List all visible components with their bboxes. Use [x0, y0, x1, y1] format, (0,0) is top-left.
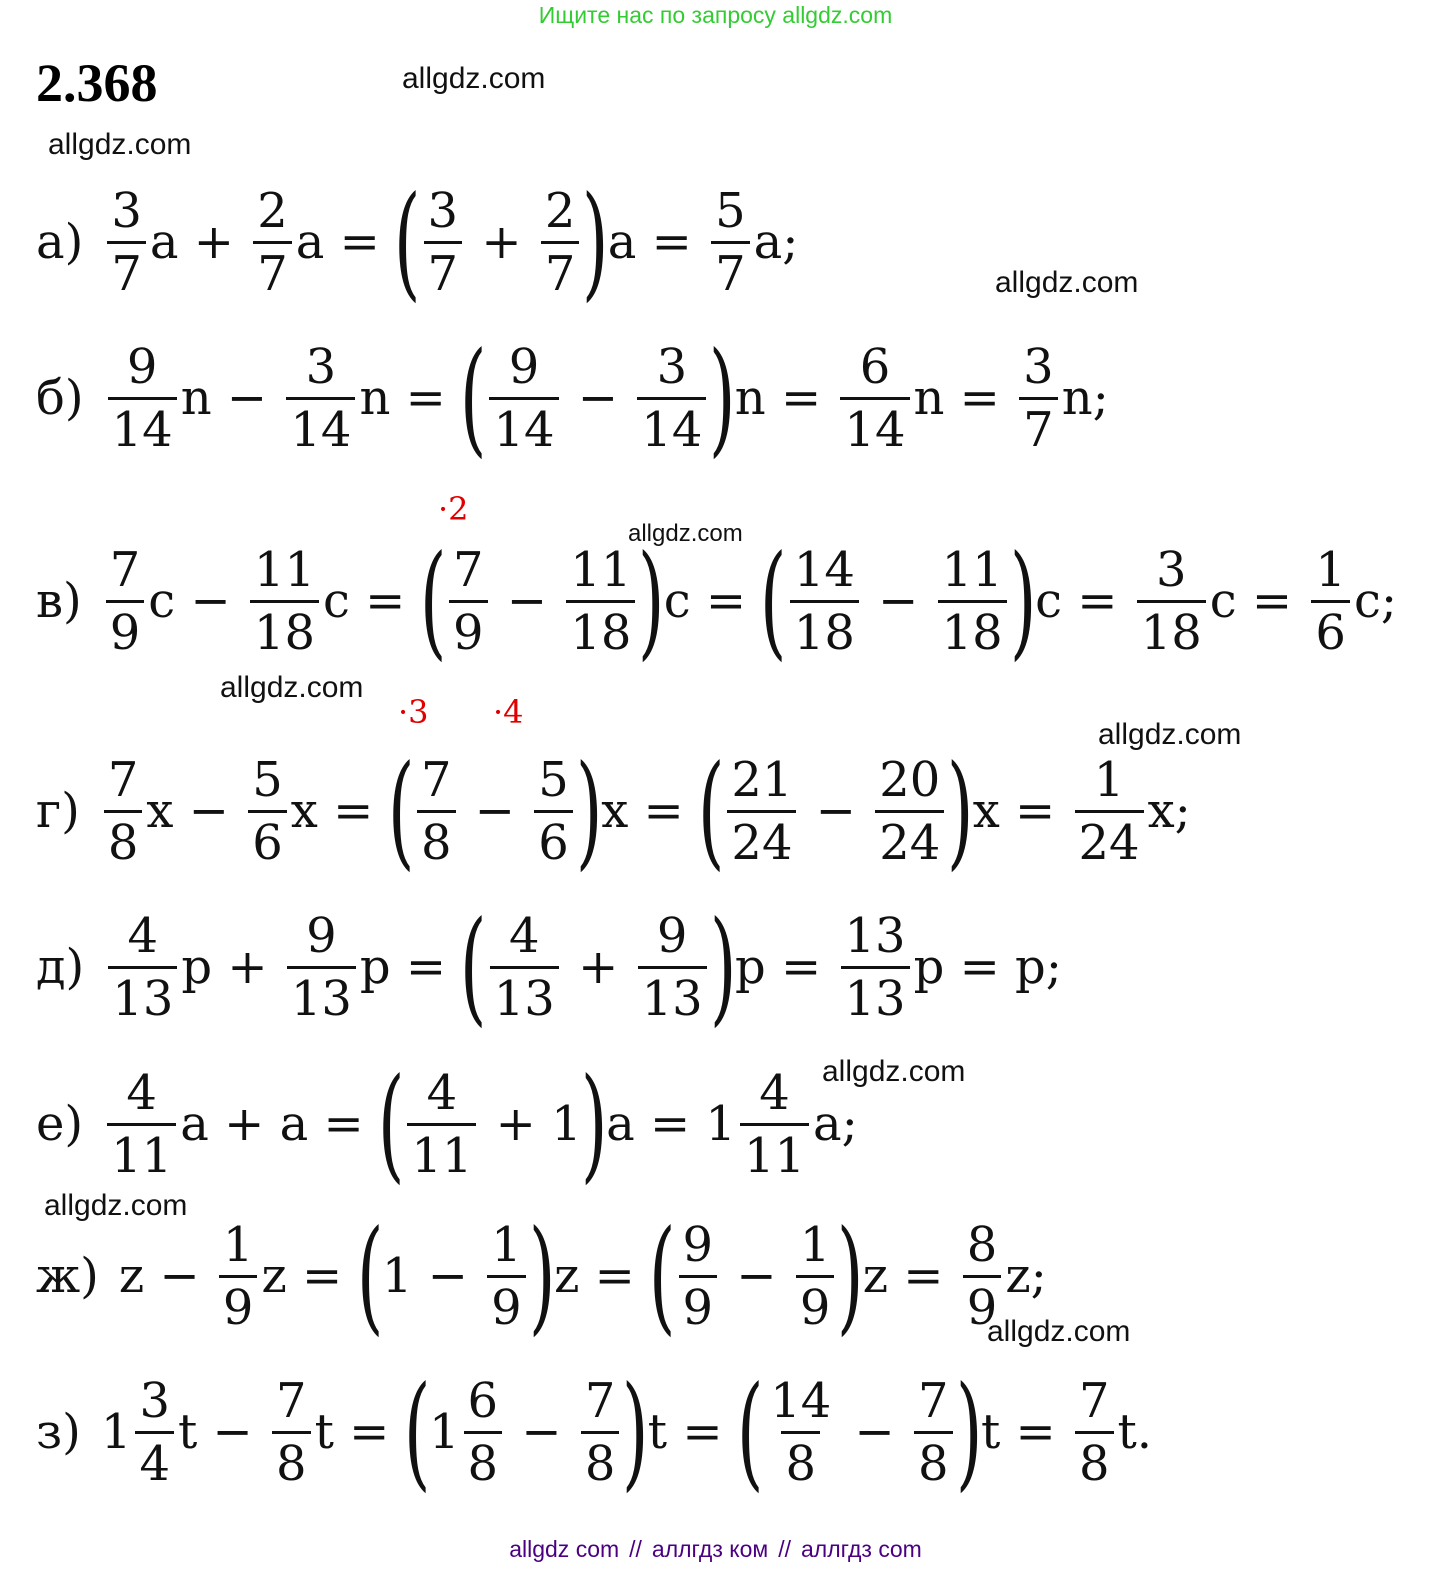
- multiplier-note: ·4: [493, 693, 524, 731]
- fraction: $\frac{7}{8}$: [1075, 1377, 1114, 1488]
- fraction: $\frac{20}{24}$: [875, 756, 944, 867]
- equation-row-b: б) $\frac{9}{14}$ n − $\frac{3}{14}$ n = ( $\frac{9}{14}$ − $\frac{3}{14}$ ) n = $\frac{6}{14}$ n = $\frac{3}{7}$ n;: [36, 326, 1109, 470]
- equation-row-d: д) $\frac{4}{13}$ p + $\frac{9}{13}$ p = ( $\frac{4}{13}$ + $\frac{9}{13}$ ) p = $\frac{13}{13}$ p = p;: [36, 895, 1062, 1039]
- problem-number: 2.368: [36, 53, 158, 113]
- fraction: $\frac{7}{9}$: [449, 546, 488, 657]
- footer-separator: //: [778, 1536, 791, 1562]
- watermark: allgdz.com: [628, 520, 743, 547]
- watermark: allgdz.com: [44, 1189, 188, 1222]
- fraction: $\frac{1}{24}$: [1075, 756, 1144, 867]
- fraction: $\frac{7}{9}$: [106, 546, 145, 657]
- row-label: г): [36, 783, 80, 839]
- fraction: $\frac{11}{18}$: [250, 546, 319, 657]
- row-label: д): [36, 939, 85, 995]
- multiplier-note: ·3: [398, 693, 429, 731]
- footer-separator: //: [629, 1536, 642, 1562]
- fraction: $\frac{5}{6}$: [534, 756, 573, 867]
- watermark: allgdz.com: [822, 1055, 966, 1088]
- top-banner: Ищите нас по запросу allgdz.com: [538, 2, 893, 28]
- fraction: $\frac{3}{7}$: [107, 187, 146, 298]
- fraction: $\frac{4}{13}$: [490, 912, 559, 1023]
- fraction: $\frac{4}{11}$: [407, 1069, 476, 1180]
- fraction: $\frac{3}{18}$: [1137, 546, 1206, 657]
- fraction: $\frac{11}{18}$: [938, 546, 1007, 657]
- fraction: $\frac{13}{13}$: [841, 912, 910, 1023]
- fraction: $\frac{9}{9}$: [679, 1221, 718, 1332]
- fraction: $\frac{1}{9}$: [487, 1221, 526, 1332]
- equation-row-zh: ж) z − $\frac{1}{9}$ z = ( 1 − $\frac{1}{9}$ ) z = ( $\frac{9}{9}$ − $\frac{1}{9}$ ) z = $\frac{8}{9}$ z;: [36, 1204, 1047, 1348]
- footer-link[interactable]: аллгдз ком: [651, 1536, 769, 1562]
- row-label: в): [36, 573, 82, 629]
- fraction: $\frac{7}{8}$: [104, 756, 143, 867]
- fraction: $\frac{6}{14}$: [840, 343, 909, 454]
- watermark: allgdz.com: [995, 266, 1139, 299]
- fraction: $\frac{1}{6}$: [1311, 546, 1350, 657]
- fraction: $\frac{3}{7}$: [1019, 343, 1058, 454]
- fraction: $\frac{14}{8}$: [770, 1372, 832, 1492]
- fraction: $\frac{3}{7}$: [424, 187, 463, 298]
- equation-row-e: е) $\frac{4}{11}$ a + a = ( $\frac{4}{11}$ + 1 ) a = 1 $\frac{4}{11}$ a;: [36, 1052, 858, 1196]
- row-label: ж): [36, 1248, 99, 1304]
- equation-row-z: з) 1 $\frac{3}{4}$ t − $\frac{7}{8}$ t = ( 1 $\frac{6}{8}$ − $\frac{7}{8}$ ) t = ( $\frac{14}{8}$ − $\frac{7}{8}$ ) t = $\frac{7}{8}$ t.: [36, 1360, 1153, 1504]
- fraction: $\frac{6}{8}$: [464, 1377, 503, 1488]
- equation-row-a: а) $\frac{3}{7}$ a + $\frac{2}{7}$ a = ( $\frac{3}{7}$ + $\frac{2}{7}$ ) a = $\frac{5}{7}$ a;: [36, 170, 799, 314]
- fraction: $\frac{8}{9}$: [963, 1221, 1002, 1332]
- fraction: $\frac{4}{11}$: [107, 1069, 176, 1180]
- fraction: $\frac{11}{18}$: [566, 546, 635, 657]
- fraction: $\frac{5}{6}$: [248, 756, 287, 867]
- fraction: $\frac{9}{14}$: [108, 343, 177, 454]
- fraction: $\frac{3}{14}$: [637, 343, 706, 454]
- fraction: $\frac{2}{7}$: [541, 187, 580, 298]
- watermark: allgdz.com: [48, 128, 192, 161]
- row-label: з): [36, 1404, 81, 1460]
- fraction: $\frac{7}{8}$: [272, 1377, 311, 1488]
- fraction: $\frac{14}{18}$: [790, 546, 859, 657]
- fraction: $\frac{4}{11}$: [740, 1069, 809, 1180]
- footer-link[interactable]: аллгдз com: [800, 1536, 922, 1562]
- equation-row-v: в) $\frac{7}{9}$ c − $\frac{11}{18}$ c = ( $\frac{7}{9}$ − $\frac{11}{18}$ ) c = ( $\frac{14}{18}$ − $\frac{11}{18}$ ) c = $\frac{3}{18}$ c = $\frac{1}{6}$ c;: [36, 529, 1397, 673]
- fraction: $\frac{9}{14}$: [489, 343, 558, 454]
- fraction: $\frac{4}{13}$: [108, 912, 177, 1023]
- fraction: $\frac{5}{7}$: [711, 187, 750, 298]
- fraction: $\frac{3}{14}$: [286, 343, 355, 454]
- multiplier-note: ·2: [438, 490, 469, 528]
- watermark: allgdz.com: [402, 62, 546, 95]
- footer-links: [0, 1536, 1431, 1563]
- equation-row-g: г) $\frac{7}{8}$ x − $\frac{5}{6}$ x = ( $\frac{7}{8}$ − $\frac{5}{6}$ ) x = ( $\frac{21}{24}$ − $\frac{20}{24}$ ) x = $\frac{1}{24}$ x;: [36, 739, 1191, 883]
- fraction: $\frac{7}{8}$: [914, 1377, 953, 1488]
- fraction: $\frac{1}{9}$: [796, 1221, 835, 1332]
- row-label: а): [36, 214, 84, 270]
- fraction: $\frac{21}{24}$: [727, 756, 796, 867]
- footer-link[interactable]: allgdz com: [509, 1536, 620, 1562]
- watermark: allgdz.com: [987, 1315, 1131, 1348]
- fraction: $\frac{1}{9}$: [219, 1221, 258, 1332]
- fraction: $\frac{7}{8}$: [581, 1377, 620, 1488]
- fraction: $\frac{9}{13}$: [638, 912, 707, 1023]
- row-label: б): [36, 370, 84, 426]
- watermark: allgdz.com: [1098, 718, 1242, 751]
- fraction: $\frac{9}{13}$: [287, 912, 356, 1023]
- fraction: $\frac{2}{7}$: [253, 187, 292, 298]
- watermark: allgdz.com: [220, 671, 364, 704]
- fraction: $\frac{7}{8}$: [417, 756, 456, 867]
- fraction: $\frac{3}{4}$: [135, 1377, 174, 1488]
- row-label: е): [36, 1096, 84, 1152]
